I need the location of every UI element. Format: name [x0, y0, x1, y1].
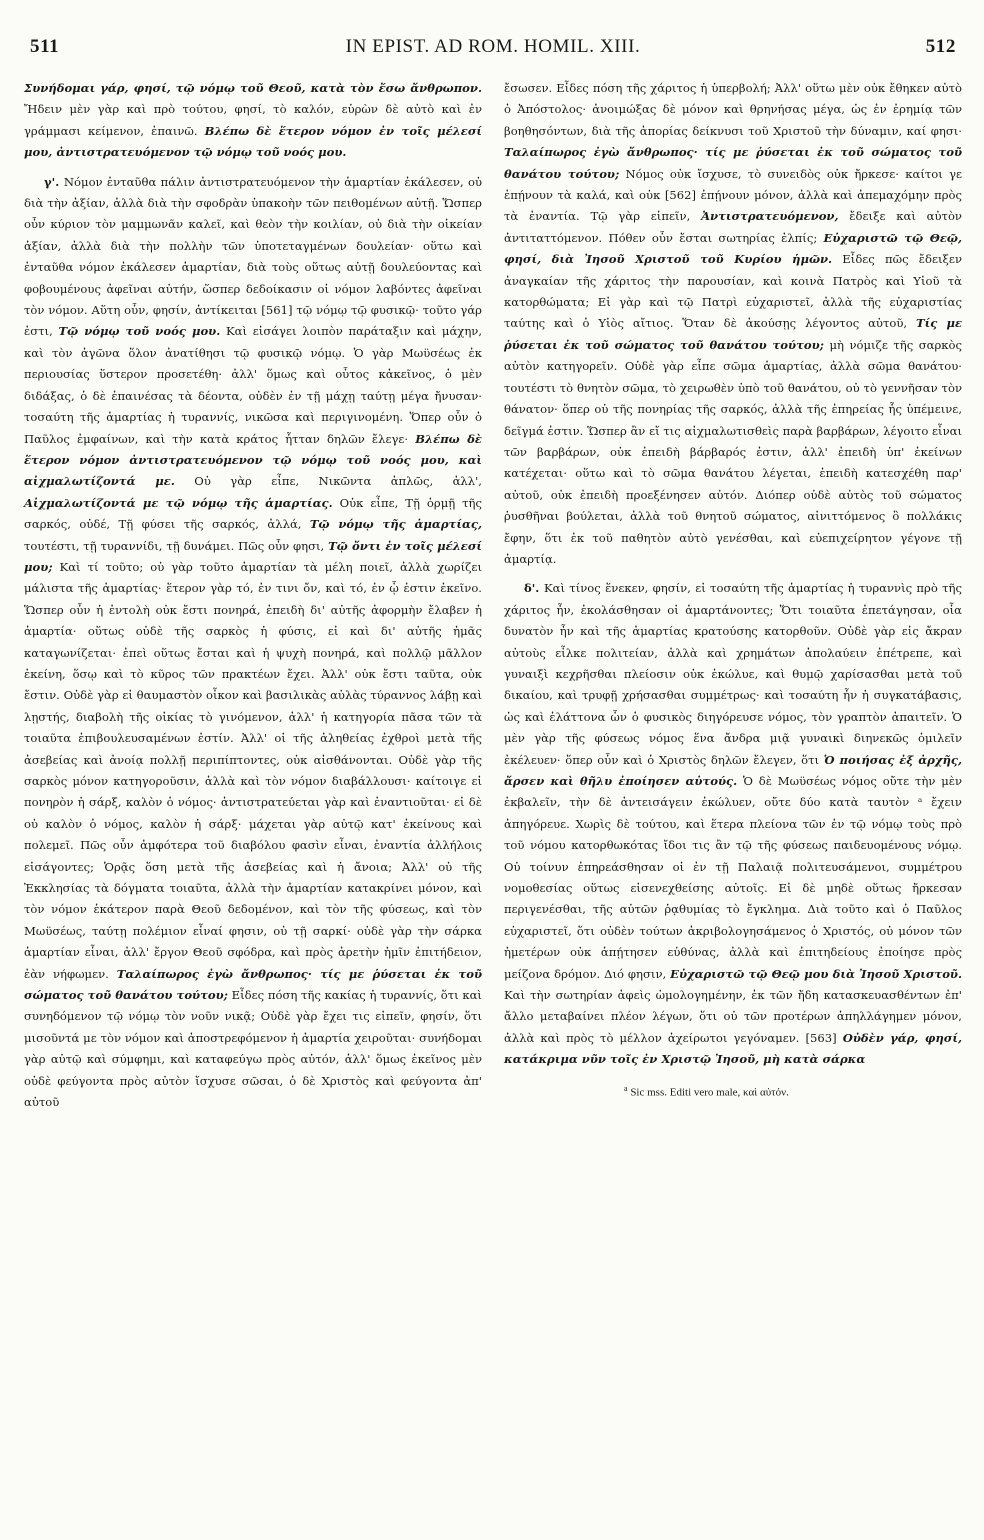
- scripture-quote: Εὐχαριστῶ τῷ Θεῷ μου διὰ Ἰησοῦ Χριστοῦ.: [670, 966, 963, 981]
- scripture-quote: Ὁ ποιήσας ἐξ ἀρχῆς, ἄρσεν καὶ θῆλυ ἐποίησεν αὐτούς.: [504, 752, 962, 788]
- paragraph: [24, 172, 482, 1114]
- paragraph: [24, 78, 482, 164]
- page-number-left: 511: [30, 36, 60, 57]
- footnote: [504, 1081, 962, 1101]
- scripture-quote: Ταλαίπωρος ἐγὼ ἄνθρωπος· τίς με ῥύσεται ἐκ τοῦ σώματος τοῦ θανάτου τούτου;: [24, 966, 482, 1003]
- scripture-quote: Ταλαίπωρος ἐγὼ ἄνθρωπος· τίς με ῥύσεται ἐκ τοῦ σώματος τοῦ θανάτου τούτου;: [504, 145, 962, 181]
- footnote-mark: a: [624, 1083, 628, 1093]
- text-segment: ἔδειξε καὶ αὐτὸν ἀντιταττόμενον. Πόθεν οὖν ἔσται σωτηρίας ἐλπίς;: [504, 209, 962, 245]
- scripture-quote: Οὐδὲν γάρ, φησί, κατάκριμα νῦν τοῖς ἐν Χριστῷ Ἰησοῦ, μὴ κατὰ σάρκα: [504, 1030, 962, 1067]
- text-segment: Οὐ γὰρ εἶπε, Νικῶντα ἁπλῶς, ἀλλ',: [174, 474, 482, 489]
- text-segment: Εἶδες πόση τῆς κακίας ἡ τυραννίς, ὅτι καὶ συνηδόμενον τῷ νόμῳ τὸν νοῦν νικᾷ; Οὐδὲ γὰρ ἔχει τις εἰπεῖν, φησίν, ὅτι μισοῦντά με τὸν νόμον καὶ ἀποστρεφόμενον ἡ ἁμαρτία χειροῦται· συνήδομαι γὰρ αὐτῷ καὶ σύμφημι, καὶ καταφεύγω πρὸς αὐτόν, ἀλλ' ὅμως ἐκεῖνος μὲν οὐδὲ φεύγοντα πρὸς αὐτὸν ἴσχυσε σῶσαι, ὁ δὲ Χριστὸς καὶ φεύγοντα ἀπ' αὐτοῦ: [24, 988, 482, 1110]
- scripture-quote: Αἰχμαλωτίζοντά με τῷ νόμῳ τῆς ἁμαρτίας.: [24, 495, 333, 510]
- text-segment: Καὶ τίνος ἕνεκεν, φησίν, εἰ τοσαύτη τῆς ἁμαρτίας ἡ τυραννὶς πρὸ τῆς χάριτος ἦν, ἐκολάσθησαν οἱ ἁμαρτάνοντες; Ὅτι τοιαῦτα ἐπετάγησαν, οἷα δυνατὸν ἦν καὶ τῆς ἁμαρτίας κρατούσης κατορθοῦν. Οὐδὲ γὰρ εἰς ἄκραν αὐτοὺς εἷλκε πολιτείαν, ἀλλὰ καὶ χρημάτων ἀπολαύειν ἐπέτρεπε, καὶ γυναιξὶ κεχρῆσθαι πλείοσιν οὐκ ἐκώλυε, καὶ θυμῷ χαρίσασθαι μετὰ τοῦ δικαίου, καὶ τρυφῇ χρήσασθαι συμμέτρως· καὶ τοσαύτη ἦν ἡ συγκατάβασις, ὡς καὶ ἐλάττονα ὧν ὁ φυσικὸς διηγόρευσε νόμος, τὸν γραπτὸν ἀπαιτεῖν. Ὁ μὲν γὰρ τῆς φύσεως νόμος ἕνα ἄνδρα μιᾷ γυναικὶ διηνεκῶς ὁμιλεῖν ἐκέλευεν· ὅπερ οὖν καὶ ὁ Χριστὸς δηλῶν ἔλεγεν, ὅτι: [504, 581, 962, 767]
- page-number-right: 512: [925, 36, 956, 57]
- right-column: [504, 78, 962, 1122]
- text-segment: Νόμον ἐνταῦθα πάλιν ἀντιστρατευόμενον τὴν ἁμαρτίαν ἐκάλεσεν, οὐ διὰ τὴν ἀξίαν, ἀλλὰ διὰ τὴν σφοδρὰν ὑπακοὴν τῶν πειθομένων αὐτῇ. Ὥσπερ οὖν κύριον τὸν μαμμωνᾶν καλεῖ, καὶ θεὸν τὴν κοιλίαν, οὐ διὰ τὴν οἰκείαν ἀξίαν, ἀλλὰ διὰ τὴν πολλὴν τῶν ὑποτεταγμένων δουλείαν· οὕτω καὶ ἐνταῦθα νόμον ἐκάλεσεν ἁμαρτίαν, διὰ τοὺς οὕτως αὐτῇ δουλεύοντας καὶ φοβουμένους ἀφεῖναι αὐτήν, ὥσπερ δεδοίκασιν οἱ νόμον λαβόντες ἀφεῖναι τὸν νόμον. Αὕτη οὖν, φησίν, ἀντίκειται [561] τῷ νόμῳ τῷ φυσικῷ· τοῦτο γάρ ἐστι,: [24, 174, 482, 339]
- text-segment: Ἤδειν μὲν γὰρ καὶ πρὸ τούτου, φησί, τὸ καλόν, εὑρὼν δὲ αὐτὸ καὶ ἐν γράμμασι κείμενον, ἐπαινῶ.: [24, 102, 482, 138]
- text-columns: [24, 78, 962, 1122]
- scripture-quote: Βλέπω δὲ ἕτερον νόμον ἐν τοῖς μέλεσί μου, ἀντιστρατευόμενον τῷ νόμῳ τοῦ νοός μου.: [24, 123, 483, 160]
- text-segment: ἔσωσεν. Εἶδες πόση τῆς χάριτος ἡ ὑπερβολή; Ἀλλ' οὕτω μὲν οὐκ ἔθηκεν αὐτὸ ὁ Ἀπόστολος· ἀνοιμώξας δὲ μόνον καὶ θρηνήσας μέγα, ὡς ἐν ἐρημίᾳ τῶν βοηθησόντων, διὰ τῆς ἀπορίας δείκνυσι τοῦ Χριστοῦ τὴν δύναμιν, καί φησι·: [504, 81, 962, 138]
- scripture-quote: Τῷ ὄντι ἐν τοῖς μέλεσί μου;: [24, 538, 482, 574]
- scripture-quote: Τίς με ῥύσεται ἐκ τοῦ σώματος τοῦ θανάτου τούτου;: [504, 316, 963, 352]
- text-segment: Καὶ εἰσάγει λοιπὸν παράταξιν καὶ μάχην, καὶ τὸν ἀγῶνα ὅλον ἀνατίθησι τῷ φυσικῷ νόμῳ. Ὁ γὰρ Μωϋσέως ἐκ περιουσίας ὕστερον προσετέθη· ἀλλ' ὅμως καὶ οὗτος κἀκεῖνος, ὁ μὲν διδάξας, ὁ δὲ ἐπαινέσας τὰ δέοντα, οὐδὲν ἐν τῇ μάχῃ ταύτῃ μέγα ἤνυσαν· τοσαύτη τῆς ἁμαρτίας ἡ τυραννίς, νικῶσα καὶ περιγινομένη. Ὅπερ οὖν ὁ Παῦλος ἐμφαίνων, καὶ τὴν κατὰ κράτος ἧτταν δηλῶν ἔλεγε·: [24, 324, 482, 446]
- scripture-quote: Τῷ νόμῳ τοῦ νοός μου.: [58, 324, 221, 339]
- text-segment: Εἶδες πῶς ἔδειξεν ἀναγκαίαν τῆς χάριτος τὴν παρουσίαν, καὶ κοινὰ Πατρὸς καὶ Υἱοῦ τὰ κατορθώματα; Εἰ γὰρ καὶ τῷ Πατρὶ εὐχαριστεῖ, ἀλλὰ τῆς εὐχαριστίας ταύτης καὶ ὁ Υἱὸς αἴτιος. Ὅταν δὲ ἀκούσῃς λέγοντος αὐτοῦ,: [504, 252, 962, 331]
- paragraph: [504, 78, 962, 570]
- right-column-body: [504, 78, 962, 1071]
- scripture-quote: Συνήδομαι γάρ, φησί, τῷ νόμῳ τοῦ Θεοῦ, κατὰ τὸν ἔσω ἄνθρωπον.: [24, 81, 482, 95]
- text-segment: Ὁ δὲ Μωϋσέως νόμος οὔτε τὴν μὲν ἐκβαλεῖν, τὴν δὲ ἀντεισάγειν ἐκώλυεν, οὔτε δύο κατὰ ταυτὸν ᵃ ἔχειν ἀπηγόρευε. Χωρὶς δὲ τούτου, καὶ ἕτερα πλείονα τῶν ἐν τῷ νόμῳ τοὺς πρὸ τοῦ νόμου κατορθωκότας ἴδοι τις ἂν τῷ τῆς φύσεως παιδευομένους νόμῳ. Οὐ τοίνυν ἐπηρεάσθησαν οἱ ἐν τῇ Παλαιᾷ πολιτευσάμενοι, συμμέτρου νομοθεσίας οὕτως εἰσενεχθείσης αὐτοῖς. Εἰ δὲ μηδὲ οὕτως ἤρκεσαν περιγενέσθαι, τῆς αὐτῶν ῥᾳθυμίας τὸ ἔγκλημα. Διὰ τοῦτο καὶ ὁ Παῦλος εὐχαριστεῖ, ὅτι οὐδὲν τούτων ἀκριβολογησάμενος ὁ Χριστός, οὐ μόνον τῶν ἡμετέρων οὐκ ἀπῄτησεν εὐθύνας, ἀλλὰ καὶ ἐπιτηδείους ἐποίησε πρὸς μείζονα δρόμον. Διό φησιν,: [504, 774, 962, 981]
- scripture-quote: Τῷ νόμῳ τῆς ἁμαρτίας,: [309, 517, 482, 532]
- text-segment: τουτέστι, τῇ τυραννίδι, τῇ δυνάμει. Πῶς οὖν φησι,: [24, 538, 329, 553]
- text-segment: μὴ νόμιζε τῆς σαρκὸς αὐτὸν κατηγορεῖν. Οὐδὲ γὰρ εἶπε σῶμα ἁμαρτίας, ἀλλὰ σῶμα θανάτου· τουτέστι τὸ θνητὸν σῶμα, τὸ χειρωθὲν ὑπὸ τοῦ θανάτου, οὐ τὸ γεννῆσαν τὸν θάνατον· ὅπερ οὐ τῆς πονηρίας τῆς σαρκός, ἀλλὰ τῆς ἐπηρείας ἧς ὑπέμεινε, δεῖγμά ἐστιν. Ὥσπερ ἂν εἴ τις αἰχμαλωτισθεὶς παρὰ βαρβάρων, λέγοιτο εἶναι τῶν βαρβάρων, οὐκ ἐπειδὴ βάρβαρός ἐστιν, ἀλλ' ἐπειδὴ ὑπ' ἐκείνων κατέχεται· οὕτω καὶ τὸ σῶμα θανάτου λέγεται, ἐπειδὴ κατεσχέθη παρ' αὐτοῦ, οὐκ ἐπειδὴ προεξένησεν αὐτόν. Διόπερ οὐδὲ αὐτὸς τοῦ σώματος ῥυσθῆναι βούλεται, ἀλλὰ τοῦ θνητοῦ σώματος, αἰνιττόμενος ὃ πολλάκις ἔφην, ὅτι ἐκ τοῦ παθητὸν αὐτὸ γενέσθαι, καὶ εὐεπιχείρητον γέγονε τῇ ἁμαρτίᾳ.: [504, 337, 962, 566]
- text-segment: Οὐκ εἶπε, Τῇ ὁρμῇ τῆς σαρκός, οὐδέ, Τῇ φύσει τῆς σαρκός, ἀλλά,: [24, 495, 482, 532]
- section-number: γ'.: [44, 174, 64, 189]
- scripture-quote: Εὐχαριστῶ τῷ Θεῷ, φησί, διὰ Ἰησοῦ Χριστοῦ τοῦ Κυρίου ἡμῶν.: [504, 230, 962, 267]
- running-title: IN EPIST. AD ROM. HOMIL. XIII.: [345, 36, 641, 57]
- paragraph: [504, 578, 962, 1070]
- scripture-quote: Ἀντιστρατευόμενον,: [701, 209, 839, 224]
- scripture-quote: Βλέπω δὲ ἕτερον νόμον ἀντιστρατευόμενον τῷ νόμῳ τοῦ νοός μου, καὶ αἰχμαλωτίζοντά με.: [24, 431, 482, 489]
- text-segment: Καὶ τί τοῦτο; οὐ γὰρ τοῦτο ἁμαρτίαν τὰ μέλη ποιεῖ, ἀλλὰ χωρίζει μάλιστα τῆς ἁμαρτίας· ἕτερον γὰρ τό, ἐν τινι ὄν, καὶ τό, ἐν ᾧ ἐστιν ἐκεῖνο. Ὥσπερ οὖν ἡ ἐντολὴ οὐκ ἔστι πονηρά, ἐπειδὴ δι' αὐτῆς ἀφορμὴν ἔλαβεν ἡ ἁμαρτία· οὕτως οὐδὲ τῆς σαρκὸς ἡ φύσις, εἰ καὶ δι' αὐτῆς ἡμᾶς καταγωνίζεται· ἐπεὶ οὕτως ἔσται καὶ ἡ ψυχὴ πονηρά, καὶ πολλῷ μᾶλλον ἐκείνη, ὅσῳ καὶ τὸ κῦρος τῶν πρακτέων ἔχει. Ἀλλ' οὐκ ἔστι ταῦτα, οὐκ ἔστιν. Οὐδὲ γὰρ εἰ θαυμαστὸν οἶκον καὶ βασιλικὰς αὐλὰς τύραννος λάβῃ καὶ λῃστής, διαβολὴ τῆς οἰκίας τὸ γινόμενον, ἀλλ' ἡ κατηγορία πᾶσα τῶν τὰ τοιαῦτα ἐπιβουλευσαμένων ἐστίν. Ἀλλ' οἱ τῆς ἀληθείας ἐχθροὶ μετὰ τῆς ἀσεβείας καὶ ἀνοίᾳ πολλῇ περιπίπτοντες, οὐκ αἰσθάνονται. Οὐδὲ γὰρ τῆς σαρκὸς μόνον κατηγοροῦσιν, ἀλλὰ καὶ τὸν νόμον διαβάλλουσι· καίτοιγε εἰ πονηρὸν ἡ σάρξ, καλὸν ὁ νόμος· ἀντιστρατεύεται γὰρ καὶ ἐναντιοῦται· εἰ δὲ οὐ καλὸν ὁ νόμος, καλὸν ἡ σάρξ· μάχεται γὰρ αὐτῷ κατ' ἐκείνους καὶ πολεμεῖ. Πῶς οὖν ἀμφότερα τοῦ διαβόλου φασὶν εἶναι, ἐναντία ἀλλήλοις εἰσάγοντες; Ὁρᾷς ὅση μετὰ τῆς ἀσεβείας καὶ ἡ ἄνοια; Ἀλλ' οὐ τῆς Ἐκκλησίας τὰ δόγματα τοιαῦτα, ἀλλὰ τὴν ἁμαρτίαν κατακρίνει μόνον, καὶ τὸν νόμον ἑκάτερον παρὰ Θεοῦ δεδομένον, καὶ τὸν τῆς φύσεως, καὶ τὸν Μωϋσέως, ταύτῃ πολέμιον εἶναί φησιν, οὐ τῇ σαρκί· οὐδὲ γὰρ τὴν σάρκα ἁμαρτίαν εἶναι, ἀλλ' ἔργον Θεοῦ σφόδρα, καὶ πρὸς ἀρετὴν ἡμῖν ἐπιτήδειον, ἐὰν νήφωμεν.: [24, 559, 482, 981]
- left-column: [24, 78, 482, 1122]
- text-segment: Νόμος οὐκ ἴσχυσε, τὸ συνειδὸς οὐκ ἤρκεσε· καίτοι γε ἐπῄνουν τὰ καλά, καὶ οὐκ [562] ἐπῄνουν μόνον, ἀλλὰ καὶ ἀπεμαχόμην πρὸς τὰ ἐναντία. Τῷ γὰρ εἰπεῖν,: [504, 166, 963, 224]
- text-segment: Καὶ τὴν σωτηρίαν ἀφεὶς ὡμολογημένην, ἐκ τῶν ἤδη κατασκευασθέντων ἐπ' ἄλλο μεταβαίνει πλέον λέγων, ὅτι οὐ τῶν προτέρων ἀπηλλάγημεν μόνον, ἀλλὰ καὶ πρὸς τὸ μέλλον ἀχείρωτοι γεγόναμεν. [563]: [504, 988, 962, 1045]
- running-header: [24, 36, 962, 62]
- section-number: δ'.: [524, 581, 544, 596]
- footnote-text: Sic mss. Editi vero male, καὶ αὐτόν.: [630, 1086, 789, 1099]
